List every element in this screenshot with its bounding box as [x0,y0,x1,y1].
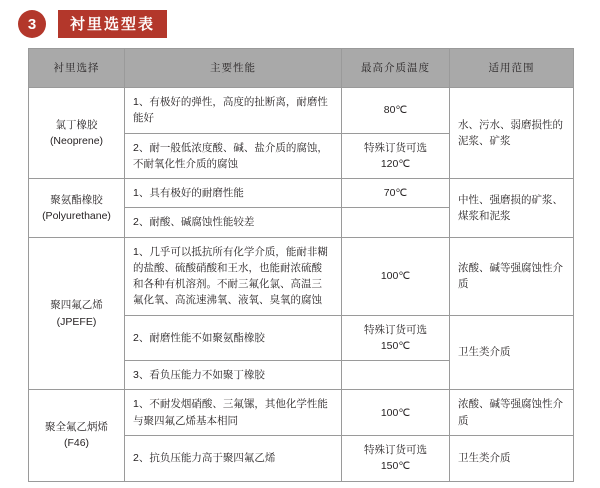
cell-max-temperature [342,208,450,237]
cell-performance: 1、几乎可以抵抗所有化学介质，能耐非糊 的盐酸、硫酸硝酸和王水，也能耐浓硫酸 和各种有机溶剂。不耐三氟化氯、高温三 氟化氧、高流速沸氧、液氧、臭氧的腐蚀 [125,237,342,315]
column-header-performance: 主要性能 [125,49,342,88]
cell-performance: 1、有极好的弹性，高度的扯断离，耐磨性 能好 [125,88,342,134]
lining-selection-table [28,48,574,482]
column-header-lining: 衬里选择 [29,49,125,88]
cell-performance: 2、耐一般低浓度酸、碱、盐介质的腐蚀， 不耐氧化性介质的腐蚀 [125,133,342,179]
cell-max-temperature: 100℃ [342,237,450,315]
column-header-scope: 适用范围 [450,49,574,88]
cell-max-temperature: 特殊订货可选 150℃ [342,435,450,481]
cell-scope: 浓酸、碱等强腐蚀性介 质 [450,390,574,436]
cell-max-temperature: 70℃ [342,179,450,208]
cell-lining-material: 氯丁橡胶 (Neoprene) [29,88,125,179]
cell-max-temperature: 80℃ [342,88,450,134]
spec-table-wrapper [28,48,573,482]
cell-max-temperature: 特殊订货可选 120℃ [342,133,450,179]
cell-scope: 中性、强磨损的矿浆、 煤浆和泥浆 [450,179,574,238]
cell-performance: 1、不耐发烟硝酸、三氟镙，其他化学性能 与聚四氟乙烯基本相同 [125,390,342,436]
section-number-badge: 3 [18,10,46,38]
cell-performance: 3、看负压能力不如聚丁橡胶 [125,361,342,390]
cell-lining-material: 聚全氟乙炳烯 (F46) [29,390,125,481]
cell-scope: 浓酸、碱等强腐蚀性介 质 [450,237,574,315]
cell-max-temperature [342,361,450,390]
page-title: 衬里选型表 [70,15,156,33]
table-row [29,390,574,436]
cell-max-temperature: 特殊订货可选 150℃ [342,315,450,361]
cell-performance: 2、抗负压能力高于聚四氟乙烯 [125,435,342,481]
cell-scope: 卫生类介质 [450,435,574,481]
column-header-max-temperature: 最高介质温度 [342,49,450,88]
table-row [29,88,574,134]
cell-scope: 水、污水、弱磨损性的 泥浆、矿浆 [450,88,574,179]
section-header [18,8,167,40]
table-body [29,88,574,482]
table-row [29,237,574,315]
table-header-row [29,49,574,88]
cell-lining-material: 聚四氟乙烯 (JPEFE) [29,237,125,390]
cell-performance: 2、耐酸、碱腐蚀性能较差 [125,208,342,237]
section-title-block [58,10,167,38]
cell-lining-material: 聚氨酯橡胶 (Polyurethane) [29,179,125,238]
table-header [29,49,574,88]
cell-performance: 2、耐磨性能不如聚氨酯橡胶 [125,315,342,361]
cell-performance: 1、具有极好的耐磨性能 [125,179,342,208]
table-row [29,179,574,208]
cell-max-temperature: 100℃ [342,390,450,436]
cell-scope: 卫生类介质 [450,315,574,390]
